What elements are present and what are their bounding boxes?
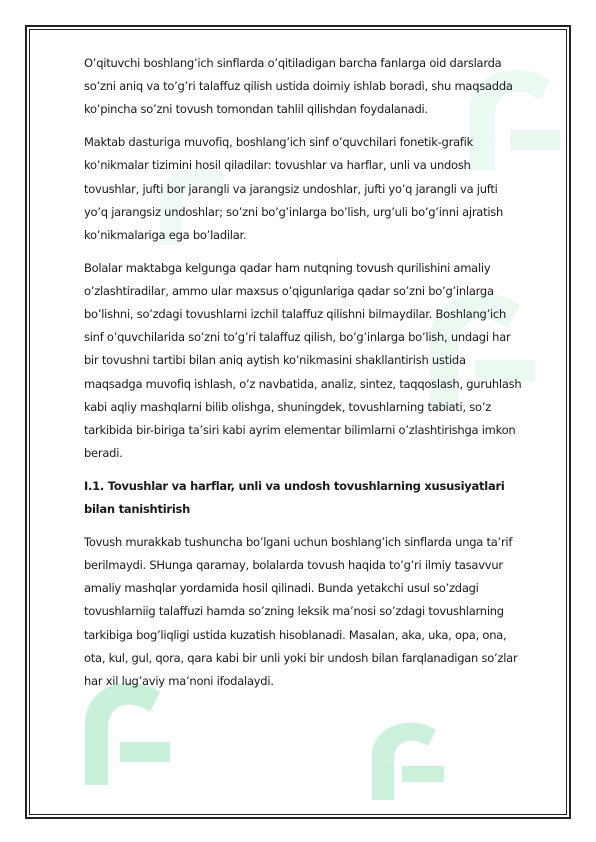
paragraph-1: O’qituvchi boshlang’ich sinflarda o’qitiladigan barcha fanlarga oid darslarda so’zni aniq va to’g’ri talaffuz qilish ustida doimiy ishlab boradi, shu maqsadda ko’pincha so’zni tovush tomondan tahlil qilishdan foydalanadi. (84, 56, 513, 117)
paragraph-3: Bolalar maktabga kelgunga qadar ham nutqning tovush qurilishini amaliy o’zlashtiradilar, ammo ular maxsus o’qigunlariga qadar so’zni bo’g’inlarga bo’lishni, so’zdagi tovushlarni izchil talaffuz qilishni bilmaydilar. Boshlang’ich sinf o’quvchilarida so’zni to’g’ri talaffuz qilish, bo’g’inlarga bo’lish, undagi har bir tovushni tartibi bilan aniq aytish ko’nikmasini shakllantirish ustida maqsadga muvofiq ishlash, o’z navbatida, analiz, sintez, taqqoslash, guruhlash kabi aqliy mashqlarni bilib olishga, shuningdek, tovushlarning tabiati, so’z tarkibida bir-biriga ta’siri kabi ayrim elementar bilimlarni o’zlashtirishga imkon beradi. (84, 260, 522, 461)
section-heading: I.1. Tovushlar va harflar, unli va undosh tovushlarning xususiyatlari bilan tanishtirish (84, 478, 505, 517)
paragraph-4: Tovush murakkab tushuncha bo’lgani uchun boshlang’ich sinflarda unga ta’rif berilmaydi. SHunga qaramay, bolalarda tovush haqida to’g’ri ilmiy tasavvur amaliy mashqlar yordamida hosil qilinadi. Bunda yetakchi usul so’zdagi tovushlarniig talaffuzi hamda so’zning leksik ma’nosi so’zdagi tovushlarning tarkibiga bog’liqligi ustida kuzatish hisoblanadi. Masalan, aka, uka, opa, ona, ota, kul, gul, qora, qara kabi bir unli yoki bir undosh bilan farqlanadigan so’zlar har xil lug’aviy ma’noni ifodalaydi. (84, 534, 518, 689)
document-body (84, 52, 524, 703)
paragraph-2: Maktab dasturiga muvofiq, boshlang’ich sinf o’quvchilari fonetik-grafik ko’nikmalar tizimini hosil qiladilar: tovushlar va harflar, unli va undosh tovushlar, jufti bor jarangli va jarangsiz undoshlar, jufti yo’q jarangli va jufti yo’q jarangsiz undoshlar; so’zni bo’g’inlarga bo’lish, urg’uli bo’g’inni ajratish ko’nikmalariga ega bo’ladilar. (84, 135, 504, 242)
